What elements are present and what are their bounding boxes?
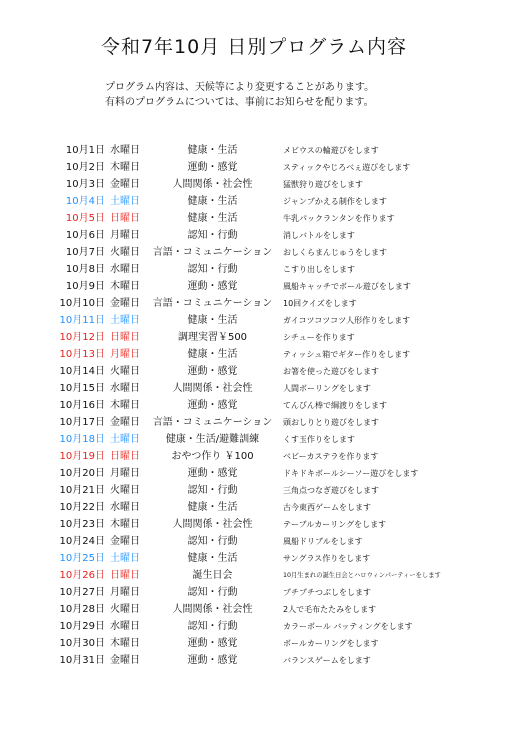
- schedule-row: [0, 278, 508, 295]
- schedule-date: 10月15日: [59, 383, 105, 394]
- schedule-category: 認知・行動: [187, 230, 238, 241]
- schedule-row: [0, 482, 508, 499]
- schedule-row: [0, 193, 508, 210]
- schedule-row: [0, 584, 508, 601]
- schedule-row: [0, 618, 508, 635]
- schedule-date: 10月9日: [65, 281, 105, 292]
- schedule-row: [0, 295, 508, 312]
- schedule-weekday: 土曜日: [110, 434, 140, 445]
- schedule-category: 運動・感覚: [187, 400, 238, 411]
- schedule-date: 10月30日: [59, 638, 105, 649]
- schedule-row: [0, 210, 508, 227]
- schedule-date: 10月13日: [59, 349, 105, 360]
- schedule-weekday: 金曜日: [110, 298, 140, 309]
- schedule-activity: ドキドキボールシーソー遊びをします: [283, 469, 419, 478]
- schedule-row: [0, 567, 508, 584]
- schedule-activity: 頭おしりとり遊びをします: [283, 418, 379, 427]
- schedule-weekday: 土曜日: [110, 315, 140, 326]
- schedule-category: 運動・感覚: [187, 638, 238, 649]
- schedule-date: 10月8日: [65, 264, 105, 275]
- schedule-category: 調理実習￥500: [177, 332, 248, 343]
- schedule-row: [0, 465, 508, 482]
- schedule-row: [0, 414, 508, 431]
- schedule-row: [0, 329, 508, 346]
- schedule-activity: 10月生まれの誕生日会とハロウィンパーティーをします: [283, 572, 441, 579]
- schedule-row: [0, 397, 508, 414]
- schedule-weekday: 金曜日: [110, 655, 140, 666]
- schedule-weekday: 月曜日: [110, 349, 140, 360]
- schedule-activity: ボールカーリングをします: [283, 639, 379, 648]
- schedule-weekday: 日曜日: [110, 570, 140, 581]
- schedule-date: 10月26日: [59, 570, 105, 581]
- schedule-row: [0, 176, 508, 193]
- schedule-activity: てんびん棒で綱渡りをします: [283, 401, 387, 410]
- schedule-activity: ガイコツコツコツ人形作りをします: [283, 316, 411, 325]
- notes: [105, 80, 374, 110]
- schedule-category: 健康・生活: [187, 213, 238, 224]
- schedule-category: 認知・行動: [187, 264, 238, 275]
- schedule-weekday: 火曜日: [110, 247, 140, 258]
- schedule-row: [0, 312, 508, 329]
- schedule-date: 10月4日: [65, 196, 105, 207]
- schedule-activity: お箸を使った遊びをします: [283, 367, 379, 376]
- schedule-weekday: 金曜日: [110, 417, 140, 428]
- schedule-category: 健康・生活: [187, 145, 238, 156]
- schedule-row: [0, 142, 508, 159]
- schedule-weekday: 月曜日: [110, 468, 140, 479]
- schedule-date: 10月23日: [59, 519, 105, 530]
- schedule-date: 10月28日: [59, 604, 105, 615]
- schedule-weekday: 木曜日: [110, 162, 140, 173]
- schedule-activity: 牛乳パックランタンを作ります: [283, 214, 395, 223]
- schedule-date: 10月12日: [59, 332, 105, 343]
- schedule-row: [0, 533, 508, 550]
- schedule-category: 認知・行動: [187, 485, 238, 496]
- schedule-activity: 風船ドリブルをします: [283, 537, 363, 546]
- schedule-row: [0, 652, 508, 669]
- schedule-category: 運動・感覚: [187, 655, 238, 666]
- schedule-row: [0, 635, 508, 652]
- schedule-date: 10月6日: [65, 230, 105, 241]
- schedule-date: 10月19日: [59, 451, 105, 462]
- schedule-row: [0, 346, 508, 363]
- schedule-activity: 風船キャッチでボール遊びをします: [283, 282, 411, 291]
- schedule-weekday: 木曜日: [110, 519, 140, 530]
- schedule-weekday: 木曜日: [110, 400, 140, 411]
- schedule-activity: 猛獣狩り遊びをします: [283, 180, 363, 189]
- schedule-category: 誕生日会: [192, 570, 233, 581]
- schedule-category: 認知・行動: [187, 621, 238, 632]
- schedule-weekday: 水曜日: [110, 502, 140, 513]
- schedule-date: 10月31日: [59, 655, 105, 666]
- schedule-activity: こすり出しをします: [283, 265, 355, 274]
- schedule-weekday: 木曜日: [110, 638, 140, 649]
- schedule-row: [0, 550, 508, 567]
- schedule-activity: 古今東西ゲームをします: [283, 503, 371, 512]
- schedule-date: 10月17日: [59, 417, 105, 428]
- schedule-weekday: 日曜日: [110, 213, 140, 224]
- schedule-row: [0, 244, 508, 261]
- schedule-row: [0, 431, 508, 448]
- schedule-category: 運動・感覚: [187, 366, 238, 377]
- schedule-category: 運動・感覚: [187, 281, 238, 292]
- schedule-category: 運動・感覚: [187, 162, 238, 173]
- schedule-weekday: 火曜日: [110, 604, 140, 615]
- schedule-date: 10月2日: [65, 162, 105, 173]
- schedule-row: [0, 380, 508, 397]
- note-line: プログラム内容は、天候等により変更することがあります。: [105, 82, 375, 93]
- schedule-activity: 三角点つなぎ遊びをします: [283, 486, 379, 495]
- schedule-weekday: 火曜日: [110, 485, 140, 496]
- schedule-activity: バランスゲームをします: [283, 656, 371, 665]
- schedule-activity: おしくらまんじゅうをします: [283, 248, 387, 257]
- schedule-row: [0, 601, 508, 618]
- schedule-date: 10月18日: [59, 434, 105, 445]
- schedule-activity: くす玉作りをします: [283, 435, 355, 444]
- schedule-weekday: 日曜日: [110, 332, 140, 343]
- schedule-date: 10月7日: [65, 247, 105, 258]
- schedule-category: 言語・コミュニケーション: [152, 247, 273, 258]
- schedule-category: 健康・生活/避難訓練: [165, 434, 260, 445]
- schedule-date: 10月21日: [59, 485, 105, 496]
- schedule-row: [0, 261, 508, 278]
- schedule-weekday: 月曜日: [110, 230, 140, 241]
- schedule-date: 10月24日: [59, 536, 105, 547]
- schedule-weekday: 金曜日: [110, 179, 140, 190]
- schedule-date: 10月1日: [65, 145, 105, 156]
- schedule-category: 健康・生活: [187, 553, 238, 564]
- schedule-weekday: 日曜日: [110, 451, 140, 462]
- schedule-weekday: 水曜日: [110, 621, 140, 632]
- schedule-weekday: 金曜日: [110, 536, 140, 547]
- schedule-list: [0, 142, 508, 669]
- schedule-weekday: 水曜日: [110, 145, 140, 156]
- schedule-row: [0, 363, 508, 380]
- schedule-activity: サングラス作りをします: [283, 554, 371, 563]
- note-line: 有料のプログラムについては、事前にお知らせを配ります。: [105, 97, 374, 108]
- schedule-weekday: 木曜日: [110, 281, 140, 292]
- schedule-date: 10月3日: [65, 179, 105, 190]
- schedule-weekday: 月曜日: [110, 587, 140, 598]
- schedule-activity: カラーボール バッティングをします: [283, 622, 413, 631]
- schedule-date: 10月29日: [59, 621, 105, 632]
- schedule-row: [0, 499, 508, 516]
- schedule-date: 10月27日: [59, 587, 105, 598]
- schedule-activity: プチプチつぶしをします: [283, 588, 371, 597]
- schedule-weekday: 火曜日: [110, 366, 140, 377]
- schedule-category: 運動・感覚: [187, 468, 238, 479]
- schedule-category: 認知・行動: [187, 587, 238, 598]
- schedule-category: 健康・生活: [187, 349, 238, 360]
- schedule-activity: ティッシュ箱でギター作りをします: [283, 350, 411, 359]
- schedule-weekday: 土曜日: [110, 196, 140, 207]
- schedule-activity: ジャンプかえる制作をします: [283, 197, 387, 206]
- schedule-activity: 消しバトルをします: [283, 231, 355, 240]
- schedule-activity: テーブルカーリングをします: [283, 520, 387, 529]
- schedule-date: 10月14日: [59, 366, 105, 377]
- schedule-date: 10月10日: [59, 298, 105, 309]
- schedule-category: 健康・生活: [187, 502, 238, 513]
- schedule-activity: メビウスの輪遊びをします: [283, 146, 379, 155]
- page-title: 令和7年10月 日別プログラム内容: [100, 36, 408, 58]
- schedule-row: [0, 159, 508, 176]
- schedule-weekday: 水曜日: [110, 264, 140, 275]
- schedule-category: 人間関係・社会性: [172, 604, 253, 615]
- schedule-date: 10月5日: [65, 213, 105, 224]
- schedule-category: 健康・生活: [187, 315, 238, 326]
- schedule-category: 人間関係・社会性: [172, 383, 253, 394]
- schedule-category: 言語・コミュニケーション: [152, 417, 273, 428]
- schedule-date: 10月22日: [59, 502, 105, 513]
- schedule-date: 10月25日: [59, 553, 105, 564]
- schedule-row: [0, 448, 508, 465]
- schedule-category: おやつ作り ￥100: [171, 451, 254, 462]
- schedule-category: 人間関係・社会性: [172, 179, 253, 190]
- schedule-activity: ベビーカステラを作ります: [283, 452, 379, 461]
- schedule-weekday: 水曜日: [110, 383, 140, 394]
- schedule-date: 10月11日: [59, 315, 105, 326]
- schedule-category: 健康・生活: [187, 196, 238, 207]
- schedule-weekday: 土曜日: [110, 553, 140, 564]
- schedule-activity: 10回クイズをします: [283, 299, 357, 308]
- schedule-row: [0, 227, 508, 244]
- schedule-activity: 2人で毛布たたみをします: [283, 605, 377, 614]
- schedule-activity: スティックやじろべぇ遊びをします: [283, 163, 411, 172]
- schedule-date: 10月20日: [59, 468, 105, 479]
- schedule-category: 言語・コミュニケーション: [152, 298, 273, 309]
- schedule-row: [0, 516, 508, 533]
- schedule-activity: シチューを作ります: [283, 333, 355, 342]
- schedule-date: 10月16日: [59, 400, 105, 411]
- schedule-activity: 人間ボーリングをします: [283, 384, 371, 393]
- schedule-category: 人間関係・社会性: [172, 519, 253, 530]
- schedule-category: 認知・行動: [187, 536, 238, 547]
